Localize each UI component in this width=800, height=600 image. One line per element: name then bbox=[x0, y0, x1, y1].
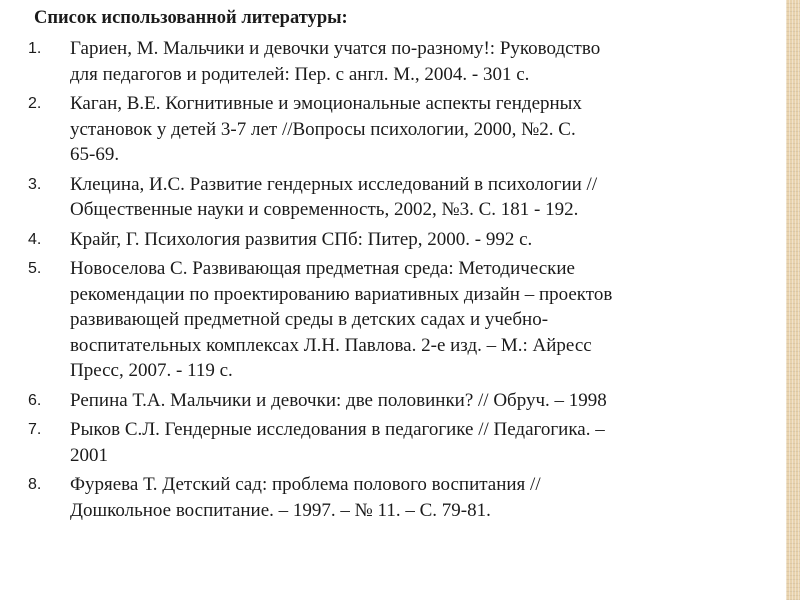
reference-number: 5. bbox=[28, 260, 42, 277]
reference-text-line: Новоселова С. Развивающая предметная среда: Методические bbox=[70, 258, 575, 279]
reference-item bbox=[0, 388, 776, 414]
reference-text-line: Фуряева Т. Детский сад: проблема полового воспитания // bbox=[70, 474, 541, 495]
reference-text-line: Репина Т.А. Мальчики и девочки: две половинки? // Обруч. – 1998 bbox=[70, 389, 607, 411]
reference-number: 2. bbox=[28, 95, 42, 112]
reference-text-line: воспитательных комплексах Л.Н. Павлова. 2-е изд. – М.: Айресс bbox=[70, 334, 592, 356]
reference-number: 7. bbox=[28, 421, 42, 438]
reference-text-line: Дошкольное воспитание. – 1997. – № 11. – С. 79-81. bbox=[70, 499, 491, 521]
reference-text-line: Пресс, 2007. - 119 с. bbox=[70, 360, 233, 381]
reference-item bbox=[0, 36, 776, 87]
reference-item bbox=[0, 91, 776, 168]
reference-text-line: Каган, В.Е. Когнитивные и эмоциональные аспекты гендерных bbox=[70, 93, 582, 114]
reference-item bbox=[0, 227, 776, 253]
reference-text-line: развивающей предметной среды в детских садах и учебно- bbox=[70, 309, 549, 330]
reference-text-line: 65-69. bbox=[70, 144, 120, 165]
reference-number: 4. bbox=[28, 230, 42, 248]
reference-item bbox=[0, 172, 776, 223]
reference-item bbox=[0, 417, 776, 468]
reference-item bbox=[0, 472, 776, 523]
reference-text-line: Общественные науки и современность, 2002, №3. С. 181 - 192. bbox=[70, 199, 579, 220]
reference-number: 6. bbox=[28, 391, 42, 409]
reference-text-line: Клецина, И.С. Развитие гендерных исследований в психологии // bbox=[70, 173, 598, 195]
reference-text-line: установок у детей 3-7 лет //Вопросы психологии, 2000, №2. С. bbox=[70, 118, 576, 140]
reference-text-line: рекомендации по проектированию вариативных дизайн – проектов bbox=[70, 283, 613, 305]
reference-number: 3. bbox=[28, 175, 42, 193]
reference-text-line: 2001 bbox=[70, 444, 108, 466]
reference-item bbox=[0, 256, 776, 384]
reference-text-line: для педагогов и родителей: Пер. с англ. М., 2004. - 301 с. bbox=[70, 63, 530, 85]
reference-list bbox=[0, 36, 776, 527]
slide-title: Список использованной литературы: bbox=[34, 8, 348, 28]
reference-text-line: Рыков С.Л. Гендерные исследования в педагогике // Педагогика. – bbox=[70, 419, 605, 440]
reference-number: 1. bbox=[28, 40, 42, 57]
reference-number: 8. bbox=[28, 476, 42, 493]
reference-text-line: Крайг, Г. Психология развития СПб: Питер, 2000. - 992 с. bbox=[70, 228, 533, 250]
reference-text-line: Гариен, М. Мальчики и девочки учатся по-разному!: Руководство bbox=[70, 38, 601, 59]
decorative-side-strip bbox=[786, 0, 800, 600]
